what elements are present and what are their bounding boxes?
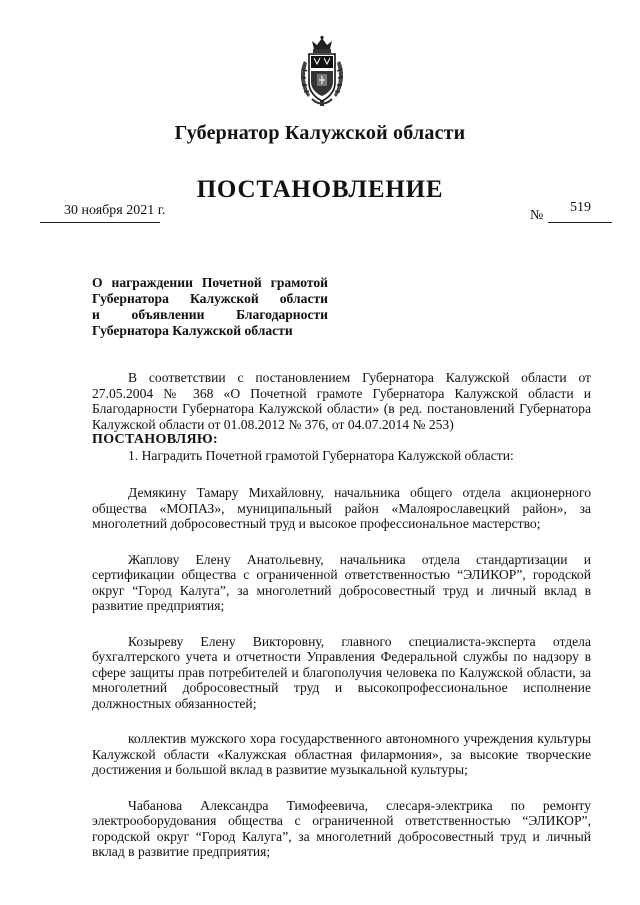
awardee-paragraph: Демякину Тамару Михайловну, начальника общего отдела акционерного общества «МОПАЗ», муниципальный район «Малоярославецкий район», за многолетний добросовестный труд и высокое профессиональное мастерство; [92,485,591,531]
governor-title: Губернатор Калужской области [174,122,466,144]
preamble-paragraph: В соответствии с постановлением Губернатора Калужской области от 27.05.2004 № 368 «О Почетной грамоте Губернатора Калужской области и Благодарности Губернатора Калужской области» (в ред. постановлений Губернатора Калужской области от 01.08.2012 № 376, от 04.07.2014 № 253) [92,370,591,432]
awardee-paragraph: Козыреву Елену Викторовну, главного специалиста-эксперта отдела бухгалтерского учета и отчетности Управления Федеральной службы по надзору в сфере защиты прав потребителей и благополучия человека по Калужской области, за многолетний добросовестный труд и высокопрофессиональное исполнение должностных обязанностей; [92,633,591,711]
subject-line: и объявлении Благодарности [92,307,328,322]
awardee-paragraph: Жаплову Елену Анатольевну, начальника отдела стандартизации и сертификации общества с ограниченной ответственностью “ЭЛИКОР”, городской округ “Город Калуга”, за многолетний добросовестный труд и личный вклад в развитие предприятия; [92,551,591,613]
subject-line: Губернатора Калужской области [92,291,328,306]
document-subject [92,275,328,339]
document-type-title: ПОСТАНОВЛЕНИЕ [196,176,444,203]
awardee-paragraph: коллектив мужского хора государственного автономного учреждения культуры Калужской области «Калужская областная филармония», за высокие творческие достижения и большой вклад в развитие музыкальной культуры; [92,731,591,777]
number-label: № [530,208,544,223]
kaluga-coat-of-arms-icon [298,35,346,107]
subject-line: О награждении Почетной грамотой [92,275,328,290]
date-underline [40,222,160,223]
subject-line: Губернатора Калужской области [92,323,293,338]
awardee-paragraph: Чабанова Александра Тимофеевича, слесаря-электрика по ремонту электрооборудования общества с ограниченной ответственностью “ЭЛИКОР”, городской округ “Город Калуга”, за многолетний добросовестный труд и личный вклад в развитие предприятия; [92,797,591,859]
number-underline [548,222,612,223]
document-number: 519 [570,200,591,215]
document-date: 30 ноября 2021 г. [64,203,166,218]
document-body [92,370,591,860]
item-1-paragraph: 1. Наградить Почетной грамотой Губернатора Калужской области: [128,447,514,463]
resolve-heading: ПОСТАНОВЛЯЮ: [92,432,218,447]
